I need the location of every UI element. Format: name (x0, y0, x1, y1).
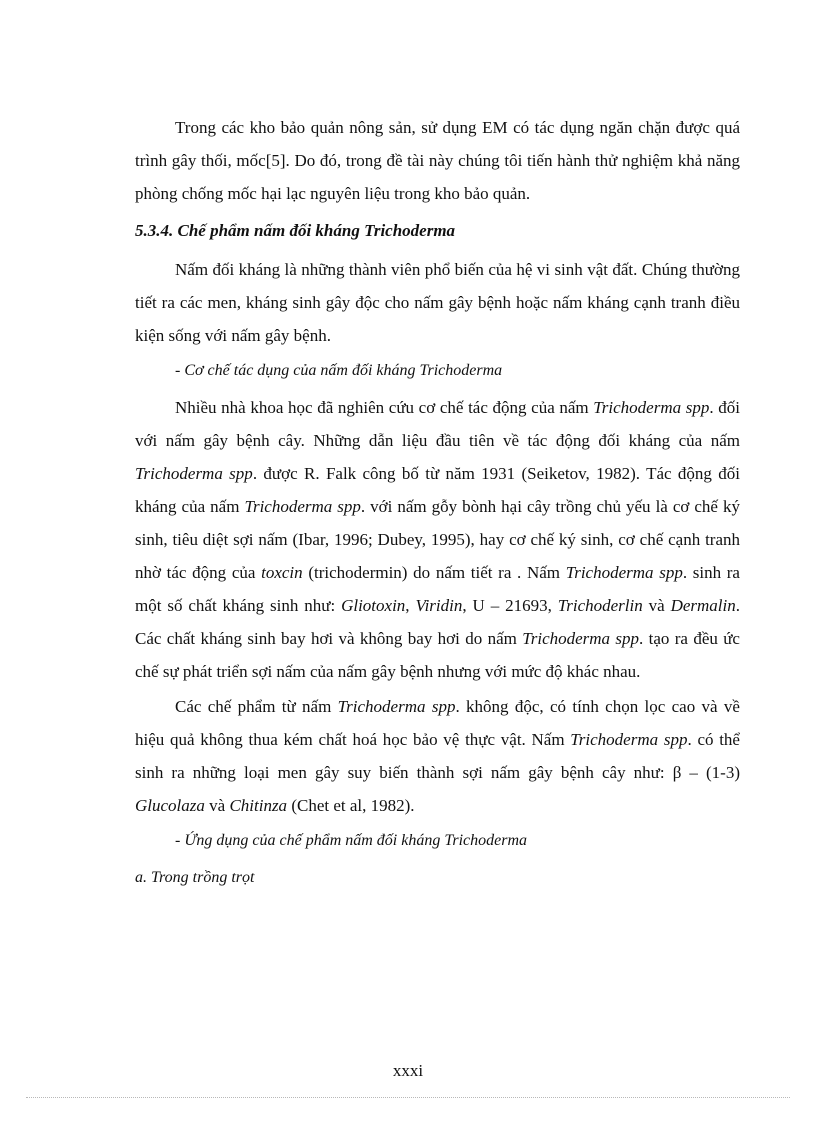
antibiotic-name: Trichoderlin (557, 596, 643, 615)
text-run: (trichodermin) do nấm tiết ra . Nấm (302, 563, 566, 582)
subheading-application: - Ứng dụng của chế phẩm nấm đối kháng Trichoderma (175, 832, 528, 849)
text-run: . với nấm gỗy bònh hại cây trồng chủ yếu là cơ chế ký sinh, tiêu diệt sợi nấm (Ibar, 1996; Dubey, 1995), hay cơ chế ký sinh, cơ chế cạnh tranh nhờ tác động của (135, 497, 740, 582)
section-heading-5-3-4: 5.3.4. Chế phẩm nấm đối kháng Trichoderma (135, 221, 456, 240)
text-run: . không độc, có tính chọn lọc cao và về hiệu quả không thua kém chất hoá học bảo vệ thực vật. Nấm (135, 697, 740, 749)
text-run: , U – 21693, (462, 596, 558, 615)
page-number: xxxi (392, 1061, 424, 1080)
text-run: và (204, 796, 230, 815)
text-run: Các chế phẩm từ nấm (175, 697, 338, 716)
text-run: . Các chất kháng sinh bay hơi và không bay hơi do nấm (135, 596, 741, 648)
text-run: và (642, 596, 671, 615)
antibiotic-name: Gliotoxin (341, 596, 406, 615)
text-run: . có thể sinh ra những loại men gây suy biến thành sợi nấm gây bệnh cây như: β – (1-3) (135, 730, 740, 782)
paragraph-preparations (135, 690, 740, 822)
species-name: Trichoderma spp (522, 629, 640, 648)
subheading-cultivation: a. Trong trồng trọt (135, 869, 255, 886)
text-run: Nhiều nhà khoa học đã nghiên cứu cơ chế tác động của nấm (175, 398, 594, 417)
text-run: . sinh ra một số chất kháng sinh như: (135, 563, 740, 615)
page-bottom-divider (26, 1097, 790, 1098)
text-run: (Chet et al, 1982). (287, 796, 415, 815)
antibiotic-name: Viridin (415, 596, 463, 615)
species-name: Trichoderma spp (135, 464, 253, 483)
species-name: Trichoderma spp (337, 697, 456, 716)
enzyme-name: Chitinza (229, 796, 288, 815)
text-run: . tạo ra đều ức chế sự phát triển sợi nấm của nấm gây bệnh nhưng với mức độ khác nhau. (135, 629, 740, 681)
antibiotic-name: Dermalin (670, 596, 736, 615)
page-body (135, 111, 740, 898)
paragraph-antagonistic-fungi: Nấm đối kháng là những thành viên phổ biến của hệ vi sinh vật đất. Chúng thường tiết ra các men, kháng sinh gây độc cho nấm gây bệnh hoặc nấm kháng cạnh tranh điều kiện sống với nấm gây bệnh. (135, 260, 740, 345)
text-run: , (405, 596, 416, 615)
paragraph-mechanism-details (135, 391, 740, 688)
species-name: Trichoderma spp (565, 563, 683, 582)
enzyme-name: Glucolaza (135, 796, 205, 815)
text-run: . đối với nấm gây bệnh cây. Những dẫn liệu đầu tiên về tác động đối kháng của nấm (135, 398, 740, 450)
species-name: Trichoderma spp (244, 497, 361, 516)
species-name: Trichoderma spp (593, 398, 710, 417)
toxin-name: toxcin (261, 563, 303, 582)
species-name: Trichoderma spp (570, 730, 688, 749)
text-run: . được R. Falk công bố từ năm 1931 (Seiketov, 1982). Tác động đối kháng của nấm (135, 464, 740, 516)
subheading-mechanism: - Cơ chế tác dụng của nấm đối kháng Trichoderma (175, 362, 503, 379)
paragraph-em-storage: Trong các kho bảo quản nông sản, sử dụng EM có tác dụng ngăn chặn được quá trình gây thối, mốc[5]. Do đó, trong đề tài này chúng tôi tiến hành thử nghiệm khả năng phòng chống mốc hại lạc nguyên liệu trong kho bảo quản. (135, 118, 740, 203)
